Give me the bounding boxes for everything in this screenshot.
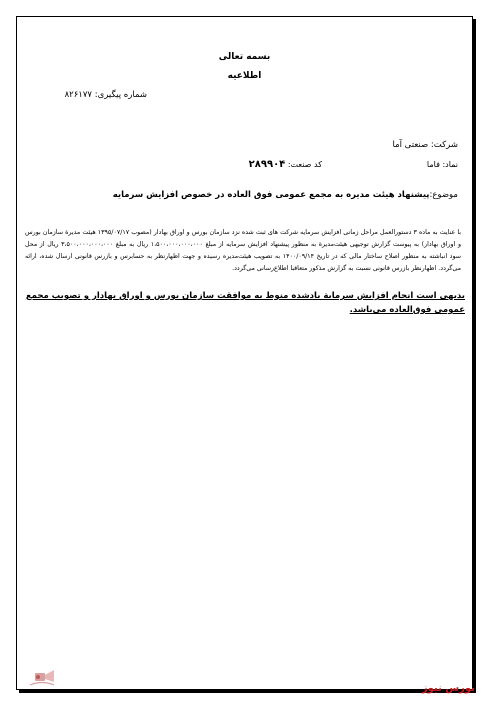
subject-label: موضوع: (429, 190, 458, 200)
brand-watermark: بورس نیوز (422, 683, 475, 694)
industry-code-line (249, 159, 322, 170)
company-line (392, 140, 458, 150)
symbol-value: فاما (426, 160, 440, 169)
body-paragraph: با عنایت به ماده ۳ دستورالعمل مراحل زمانی افزایش سرمایه شرکت های ثبت شده نزد سازمان بورس و اوراق بهادار (مصوب ۱۳۹۵/۰۷/۱۷ هیئت مدیرة سازمان بورس و اوراق بهادار) به پیوست گزارش توجیهی هیئت‌مدیرة به منظور پیشنهاد افزایش سرمایه از مبلغ ۱،۵۰۰،۰۰۰،۰۰۰،۰۰۰ ریال به مبلغ ۳،۵۰۰،۰۰۰،۰۰۰،۰۰۰ ریال از محل سود انباشته به منظور اصلاح ساختار مالی که در تاریخ ۱۴۰۰/۰۹/۱۴ به تصویب هیئت‌مدیره رسیده و جهت اظهارنظر به حسابرس و بازرس قانونی ارسال شده، ارائه می‌گردد. اظهارنظر بازرس قانونی نسبت به گزارش مذکور متعاقبا اطلاع‌رسانی می‌گردد. (25, 229, 462, 272)
industry-code-label: کد صنعت: (287, 160, 322, 169)
symbol-label: نماد: (442, 160, 458, 169)
company-label: شرکت: (430, 140, 458, 150)
subject-line (113, 190, 458, 200)
tracking-label: شماره پیگیری: (94, 90, 147, 100)
document-title: بسمه تعالی (218, 52, 271, 62)
boursnews-logo-icon (27, 665, 57, 687)
body-emphasis: بدیهی است انجام افزایش سرمایة یادشده منوط به موافقت سازمان بورس و اوراق بهادار و تصویب مجمع عمومی فوق‌العاده می‌باشد. (25, 291, 465, 315)
tracking-number: ۸۲۶۱۷۷ (64, 90, 92, 100)
notice-heading: اطلاعیه (227, 71, 262, 81)
tracking-number-line (65, 90, 147, 100)
document-page (16, 16, 473, 690)
company-name: صنعتی آما (392, 140, 429, 150)
symbol-line (427, 160, 458, 169)
industry-code-value: ۲۸۹۹۰۴ (248, 159, 286, 170)
subject-text: پیشنهاد هیئت مدیره به مجمع عمومی فوق العاده در خصوص افزایش سرمایه (112, 190, 430, 200)
